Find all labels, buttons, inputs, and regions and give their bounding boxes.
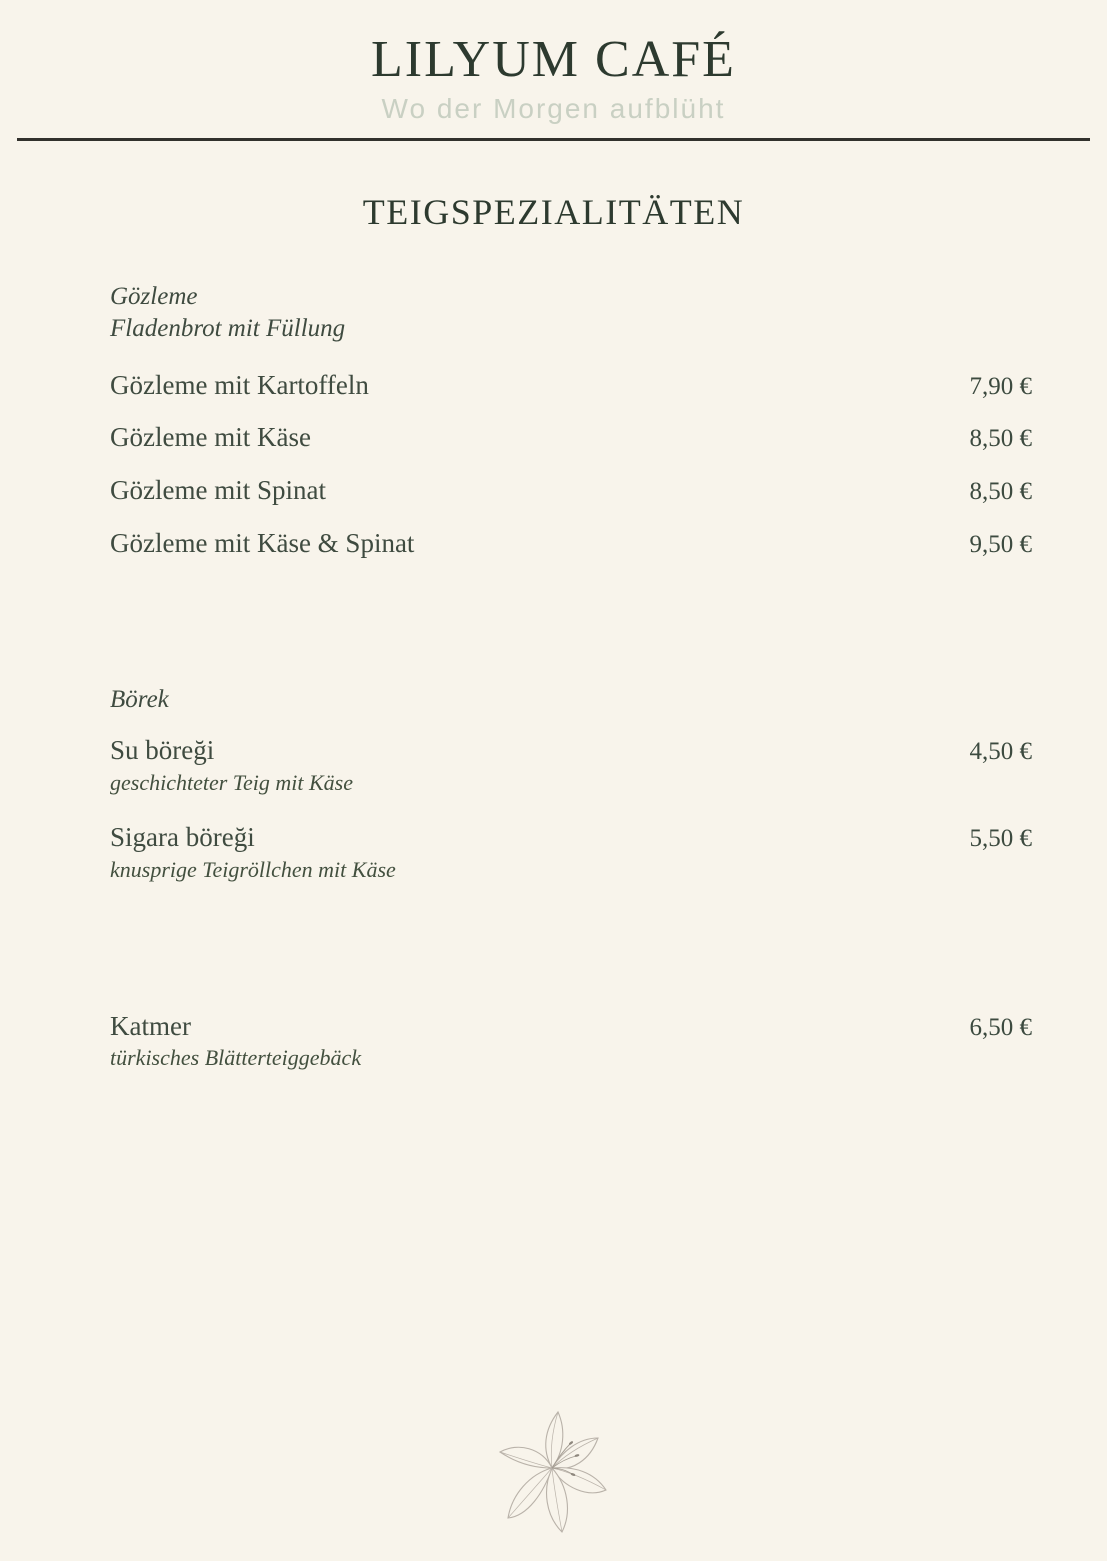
menu-item-row (110, 735, 1032, 767)
menu-item-row (110, 370, 1032, 402)
group-name: Gözleme (110, 282, 198, 310)
lily-flower-illustration (486, 1398, 622, 1553)
cafe-name: LILYUM CAFÉ (371, 31, 736, 88)
item-price: 5,50 € (969, 825, 1032, 853)
item-description: türkisches Blätterteiggebäck (110, 1045, 362, 1071)
item-price: 8,50 € (969, 425, 1032, 453)
item-name: Su böreği (110, 735, 215, 766)
menu-item-row (110, 422, 1032, 454)
header-divider (17, 138, 1090, 141)
menu-item (110, 1011, 1032, 1072)
menu-item-row (110, 475, 1032, 507)
menu-item (110, 822, 1032, 883)
menu-item-row (110, 528, 1032, 560)
item-price: 9,50 € (969, 530, 1032, 558)
item-name: Sigara böreği (110, 822, 255, 853)
group-header-boerek (110, 684, 1032, 717)
item-price: 7,90 € (969, 372, 1032, 400)
item-price: 4,50 € (969, 738, 1032, 766)
item-price: 6,50 € (969, 1013, 1032, 1041)
item-price: 8,50 € (969, 478, 1032, 506)
item-name: Gözleme mit Kartoffeln (110, 369, 369, 400)
menu-body (110, 281, 1032, 1072)
group-name: Börek (110, 685, 169, 713)
section-title: TEIGSPEZIALITÄTEN (362, 191, 745, 232)
menu-item-row (110, 822, 1032, 854)
menu-header (0, 0, 1107, 125)
item-name: Gözleme mit Spinat (110, 475, 326, 506)
item-name: Gözleme mit Käse & Spinat (110, 527, 415, 558)
lily-flower-icon (486, 1398, 622, 1548)
menu-item-row (110, 1011, 1032, 1043)
item-name: Katmer (110, 1010, 191, 1041)
menu-item (110, 735, 1032, 796)
group-description: Fladenbrot mit Füllung (110, 315, 346, 343)
item-description: geschichteter Teig mit Käse (110, 769, 353, 795)
item-name: Gözleme mit Käse (110, 422, 311, 453)
item-description: knusprige Teigröllchen mit Käse (110, 857, 396, 883)
cafe-tagline: Wo der Morgen aufblüht (381, 92, 726, 124)
group-header-goezleme (110, 281, 1032, 346)
